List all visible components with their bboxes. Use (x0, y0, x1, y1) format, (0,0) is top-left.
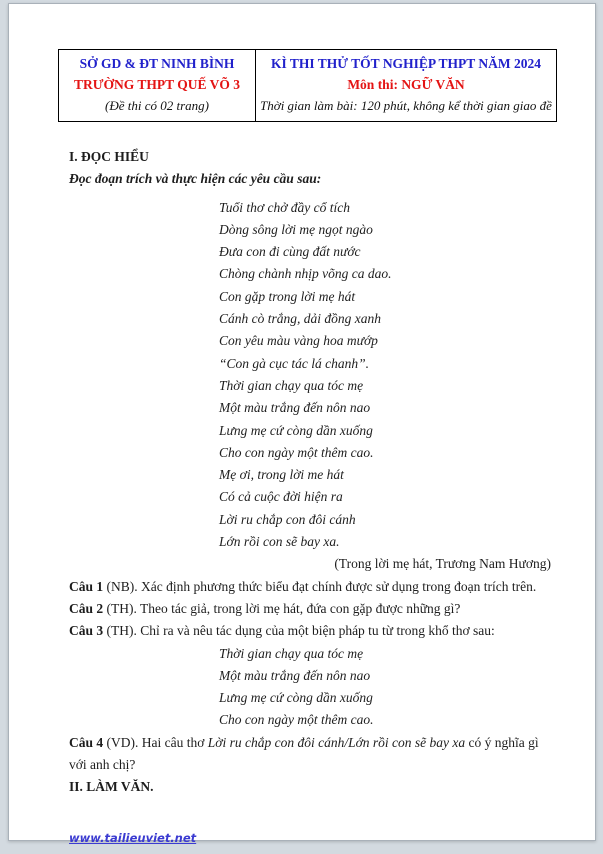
reading-instruction: Đọc đoạn trích và thực hiện các yêu cầu sau: (69, 171, 322, 187)
question-4-pre: (VD). Hai câu thơ (103, 734, 208, 750)
poem-citation: (Trong lời mẹ hát, Trương Nam Hương) (334, 556, 551, 572)
poem-line: Cho con ngày một thêm cao. (219, 444, 374, 460)
header-right-cell (256, 50, 557, 122)
poem-line: Đưa con đi cùng đất nước (219, 244, 361, 260)
poem-line: Mẹ ơi, trong lời me hát (219, 467, 344, 483)
question-4 (69, 732, 554, 777)
question-4-post: có ý nghĩa gì với anh chị? (69, 734, 539, 773)
exam-header-table (58, 49, 557, 122)
document-page (8, 3, 596, 845)
question-4-quote: Lời ru chắp con đôi cánh/Lớn rồi con sẽ bay xa (207, 734, 466, 750)
poem-line: Có cả cuộc đời hiện ra (219, 489, 343, 505)
poem-line: “Con gà cục tác lá chanh”. (219, 355, 369, 371)
excerpt-line: Lưng mẹ cứ còng dần xuống (219, 690, 373, 706)
subject-name: Môn thi: NGỮ VĂN (347, 77, 465, 92)
footer-link[interactable]: www.tailieuviet.net (69, 830, 197, 845)
school-name: TRƯỜNG THPT QUẾ VÕ 3 (73, 77, 241, 92)
page-footer (69, 827, 554, 849)
exam-body (58, 146, 554, 849)
header-left-cell (59, 50, 256, 122)
poem-line: Lời ru chắp con đôi cánh (219, 511, 356, 527)
poem-line: Thời gian chạy qua tóc mẹ (219, 377, 364, 393)
poem-block (219, 197, 554, 554)
section1-heading: I. ĐỌC HIỂU (69, 149, 149, 164)
question-3-text: (TH). Chỉ ra và nêu tác dụng của một biện pháp tu từ trong khổ thơ sau: (103, 623, 495, 639)
excerpt-line: Một màu trắng đến nôn nao (219, 667, 371, 683)
poem-line: Một màu trắng đến nôn nao (219, 400, 371, 416)
question-4-label: Câu 4 (69, 734, 104, 750)
exam-title: KÌ THI THỬ TỐT NGHIỆP THPT NĂM 2024 (271, 56, 541, 71)
excerpt-line: Thời gian chạy qua tóc mẹ (219, 645, 364, 661)
poem-line: Cánh cò trắng, dải đồng xanh (219, 311, 381, 327)
question-1-text: (NB). Xác định phương thức biểu đạt chính được sử dụng trong đoạn trích trên. (103, 578, 537, 594)
question-2-label: Câu 2 (69, 600, 104, 616)
question-2 (69, 598, 554, 620)
question-1-label: Câu 1 (69, 578, 104, 594)
page-count-note: (Đề thi có 02 trang) (105, 98, 209, 113)
poem-line: Dòng sông lời mẹ ngọt ngào (219, 221, 373, 237)
poem-line: Con gặp trong lời mẹ hát (219, 288, 356, 304)
question-3 (69, 620, 554, 642)
poem-line: Lớn rồi con sẽ bay xa. (219, 534, 340, 550)
excerpt-line: Cho con ngày một thêm cao. (219, 712, 374, 728)
poem-line: Chòng chành nhịp võng ca dao. (219, 266, 392, 282)
poem-line: Lưng mẹ cứ còng dần xuống (219, 422, 373, 438)
question-1 (69, 576, 554, 598)
section2-heading: II. LÀM VĂN. (69, 779, 154, 795)
poem-line: Tuổi thơ chở đầy cổ tích (219, 199, 351, 215)
question-3-label: Câu 3 (69, 623, 104, 639)
poem-line: Con yêu màu vàng hoa mướp (219, 333, 378, 349)
page-content (9, 4, 554, 849)
excerpt-block (219, 643, 554, 732)
exam-duration: Thời gian làm bài: 120 phút, không kể thời gian giao đề (260, 98, 552, 113)
question-2-text: (TH). Theo tác giả, trong lời mẹ hát, đứa con gặp được những gì? (103, 600, 461, 616)
department-name: SỞ GD & ĐT NINH BÌNH (79, 56, 235, 71)
